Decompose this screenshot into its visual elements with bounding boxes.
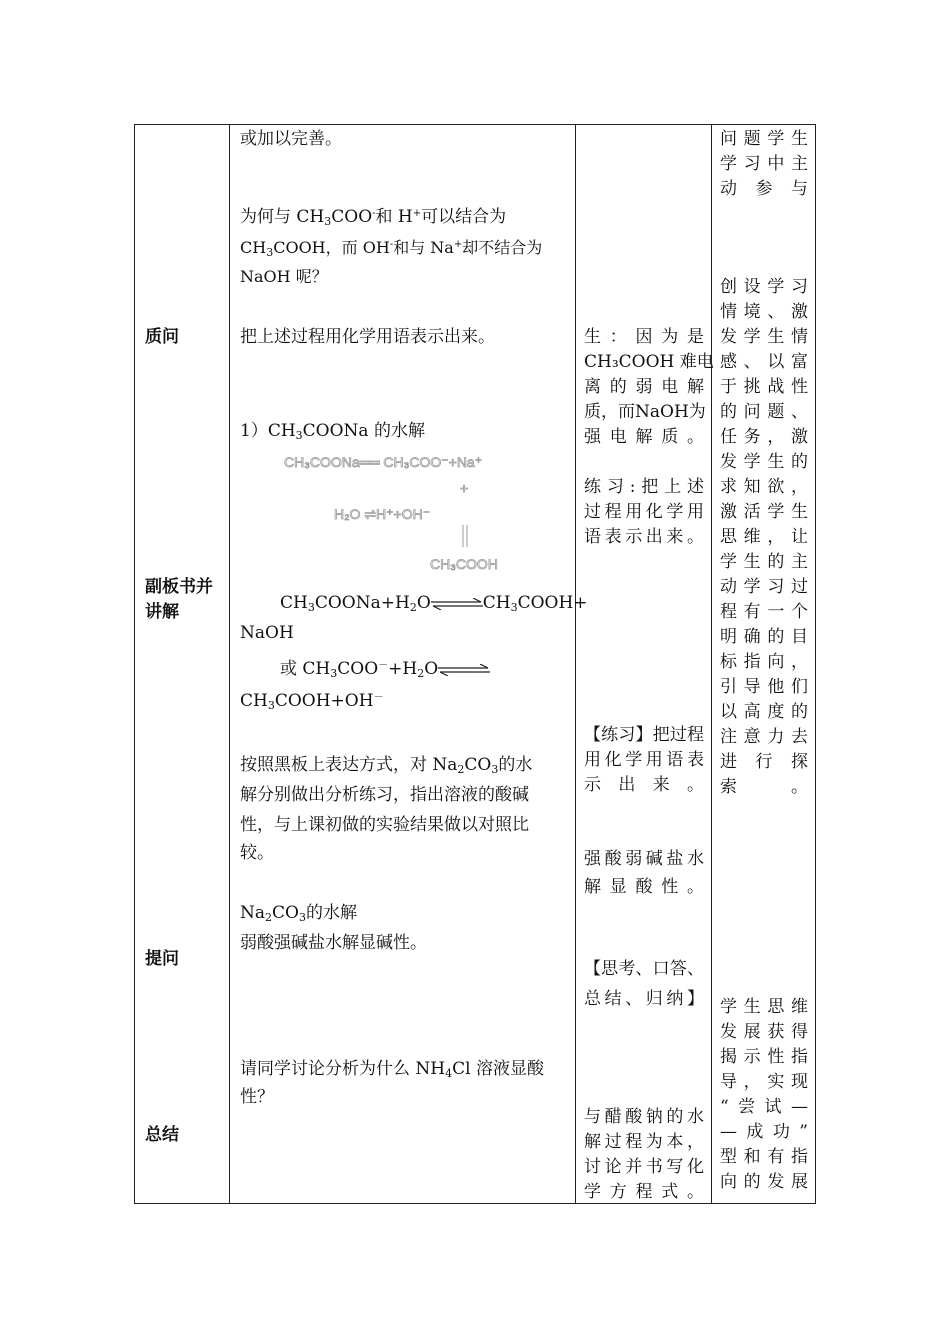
text-line: 示出来。 [584,775,704,795]
nh4cl-question-line-1: 请同学讨论分析为什么 $NH_4Cl$ 溶液显酸 [240,1059,544,1080]
text-line: 思维，让 [720,527,808,547]
stage-label-zhiwen: 质问 [145,327,179,347]
diagram-plus: + [460,480,469,496]
text-line: 明确的目 [720,627,808,647]
text-line: 情境、激 [720,302,808,322]
text-line: 导，实现 [720,1072,808,1092]
hydrolysis-title: $1)CH_3COONa$ 的水解 [240,421,425,442]
question-line-3: NaOH 呢？ [240,267,328,286]
equation-2-line-2: $CH_3COOH+OH^-$ [240,691,384,712]
text-line: 学方程式。 [584,1182,704,1202]
text-line: 动学习过 [720,577,808,597]
text-line: 程有一个 [720,602,808,622]
text-line: 总结、归纳】 [584,989,704,1009]
text-line: 强酸弱碱盐水 [584,849,704,869]
text-line: 创设学习 [720,277,808,297]
equation-1: $CH_3COONa+H_2O$ $CH_3COOH+$ [280,593,588,614]
text-line: 问题学生 [720,129,808,149]
question-line-2: $CH_3COOH$，而 OH-和与 Na+却不结合为 [240,238,543,259]
text-line: 以高度的 [720,702,808,722]
text-line: 于挑战性 [720,377,808,397]
text-line: 学生的主 [720,552,808,572]
diagram-line-3: CH₃COOH [430,556,498,572]
text-line: 学生思维 [720,997,808,1017]
text-line: 用化学用语表 [584,750,704,770]
text-express: 把上述过程用化学用语表示出来。 [240,327,495,347]
na2co3-paragraph-line-2: 解分别做出分析练习，指出溶液的酸碱 [240,785,529,805]
text-line: 发学生的 [720,452,808,472]
text-line: 发学生情 [720,327,808,347]
stage-label-zongjie: 总结 [145,1125,179,1145]
equation-2: 或 $CH_3COO^-+H_2O$ [280,657,490,681]
text-line: 动参与 [720,179,808,199]
text-line: 引导他们 [720,677,808,697]
text-line: 学习中主 [720,154,808,174]
text-line: 过程用化学用 [584,502,704,522]
text-line: —成功” [720,1122,808,1142]
text-line: 激活学生 [720,502,808,522]
intent-column [712,125,816,1203]
stage-column [135,125,229,1203]
text-line: 语表示出来。 [584,527,704,547]
hydrolysis-diagram [280,451,520,576]
text-line: 解过程为本， [584,1132,704,1152]
text-line: 的问题、 [720,402,808,422]
text-line: 质，而NaOH为 [584,402,706,422]
stage-label-fuban-2: 讲解 [145,602,179,622]
text-line: 标指向， [720,652,808,672]
text-line: 讨论并书写化 [584,1157,704,1177]
text-line: 任务，激 [720,427,808,447]
text-line: 解显酸性。 [584,877,704,897]
diagram-line-1: CH₃COONa══ CH₃COO⁻+Na⁺ [284,454,483,470]
equation-1-line-2: NaOH [240,623,294,643]
na2co3-paragraph-line-4: 较。 [240,843,274,863]
diagram-line-2: H₂O ⇌H⁺+OH⁻ [334,506,431,522]
text-line: 感、以富 [720,352,808,372]
na2co3-paragraph-line-3: 性，与上课初做的实验结果做以对照比 [240,815,529,835]
nh4cl-question-line-2: 性？ [240,1087,274,1107]
text-line: 向的发展 [720,1172,808,1192]
teacher-column [230,125,588,1203]
question-line-1: 为何与 $CH_3COO^-$和 H+可以结合为 [240,207,507,228]
text-line: 揭示性指 [720,1047,808,1067]
stage-label-fuban-1: 副板书并 [145,577,213,597]
equilibrium-arrow-icon [431,598,483,610]
lesson-plan-table [134,124,816,1204]
text-line: 生：因为是 [584,327,704,347]
text-line: 索。 [720,777,808,797]
text-line: CH₃COOH 难电 [584,352,714,372]
text-wanshan: 或加以完善。 [240,129,342,149]
stage-label-tiwen: 提问 [145,949,179,969]
student-column [576,125,714,1203]
equilibrium-arrow-icon [438,664,490,676]
na2co3-title: $Na_2CO_3$的水解 [240,903,357,924]
text-line: 注意力去 [720,727,808,747]
text-line: 与醋酸钠的水 [584,1107,704,1127]
text-line: 型和有指 [720,1147,808,1167]
text-line: 【思考、口答、 [584,959,704,979]
text-line: 进 行 探 [720,752,808,772]
weak-acid-text: 弱酸强碱盐水解显碱性。 [240,933,427,953]
text-line: 强电解质。 [584,427,704,447]
text-line: 发展获得 [720,1022,808,1042]
na2co3-paragraph-line-1: 按照黑板上表达方式，对 $Na_2CO_3$的水 [240,755,533,776]
text-line: 练习:把上述 [584,477,704,497]
text-line: “尝试— [720,1097,808,1117]
text-line: 离的弱电解 [584,377,704,397]
text-line: 求知欲， [720,477,808,497]
text-line: 【练习】把过程 [584,725,704,745]
